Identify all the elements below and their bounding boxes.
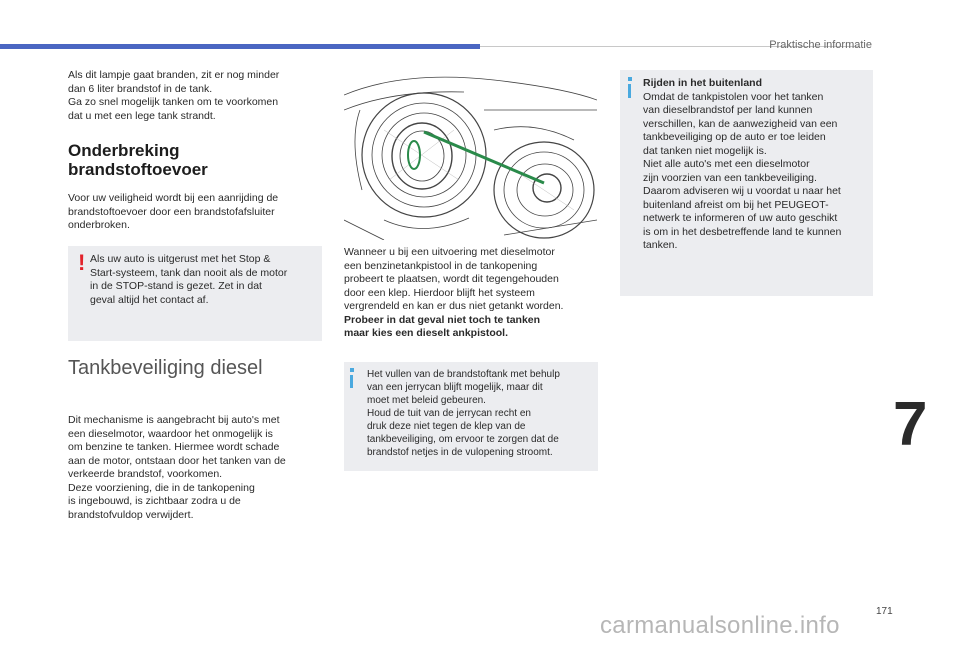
intro-text <box>68 69 328 123</box>
info-text-jerrycan: Het vullen van de brandstoftank met behulp van een jerrycan blijft mogelijk, maar dit moet met beleid gebeuren. Houd de tuit van de jerrycan recht en druk deze niet tegen de klep van de tankbeveiliging, om ervoor te zorgen dat de brandstof netjes in de vulopening stroomt. <box>367 369 560 458</box>
header-accent-bar <box>0 44 480 49</box>
warning-icon: ! <box>78 250 86 275</box>
heading-tankbeveiliging: Tankbeveiliging diesel <box>68 357 263 379</box>
intro-line: dat u met een lege tank strandt. <box>68 109 216 122</box>
intro-line: Ga zo snel mogelijk tanken om te voorkomen <box>68 96 279 108</box>
diesel-body: Wanneer u bij een uitvoering met dieselmotor een benzinetankpistool in de tankopening probeert te plaatsen, wordt dit tegengehouden door een klep. Hierdoor blijft het systeem vergrendeld en kan er dus niet getankt worden. Probeer in dat geval niet toch te tanken maar kies een dieselt ankpistool. <box>344 246 564 339</box>
bold-warning: Probeer in dat geval niet toch te tanken <box>344 313 541 326</box>
info-icon-dot <box>628 77 632 81</box>
info-title: Rijden in het buitenland <box>643 77 762 89</box>
info-text-buitenland: Rijden in het buitenland Omdat de tankpistolen voor het tanken van dieselbrandstof per land kunnen verschillen, kan de aanwezigheid van een tankbeveiliging op de auto er toe leiden dat tanken niet mogelijk is. Niet alle auto's met een dieselmotor zijn voorzien van een tankbeveiliging. Daarom adviseren wij u voordat u naar het buitenland afreist om bij het PEUGEOT- netwerk te informeren of uw auto geschikt is om in het desbetreffende land te kunnen tanken. <box>643 77 842 251</box>
chapter-number: 7 <box>893 390 928 459</box>
heading-onderbreking: Onderbreking brandstoftoevoer <box>68 141 208 179</box>
intro-line: dan 6 liter brandstof in de tank. <box>68 82 213 95</box>
section-label: Praktische informatie <box>769 39 872 51</box>
page-number: 171 <box>876 606 893 617</box>
info-icon <box>628 84 631 98</box>
onderbreking-body: Voor uw veiligheid wordt bij een aanrijding de brandstoftoevoer door een brandstofafsluiter onderbroken. <box>68 192 279 231</box>
info-icon-dot <box>350 368 354 372</box>
intro-line: Als dit lampje gaat branden, zit er nog minder <box>68 69 280 81</box>
warning-text: Als uw auto is uitgerust met het Stop & Start-systeem, tank dan nooit als de motor in de STOP-stand is gezet. Zet in dat geval altijd het contact af. <box>90 253 288 306</box>
bold-warning: maar kies een dieselt ankpistool. <box>344 327 508 339</box>
watermark: carmanualsonline.info <box>600 612 840 639</box>
info-icon <box>350 375 353 388</box>
fuel-filler-diagram <box>344 70 597 240</box>
tankbeveiliging-body: Dit mechanisme is aangebracht bij auto's met een dieselmotor, waardoor het onmogelijk is om benzine te tanken. Hiermee wordt schade aan de motor, ontstaan door het tanken van de verkeerde brandstof, voorkomen. Deze voorziening, die in de tankopening is ingebouwd, is zichtbaar zodra u de brandstofvuldop verwijdert. <box>68 414 286 521</box>
